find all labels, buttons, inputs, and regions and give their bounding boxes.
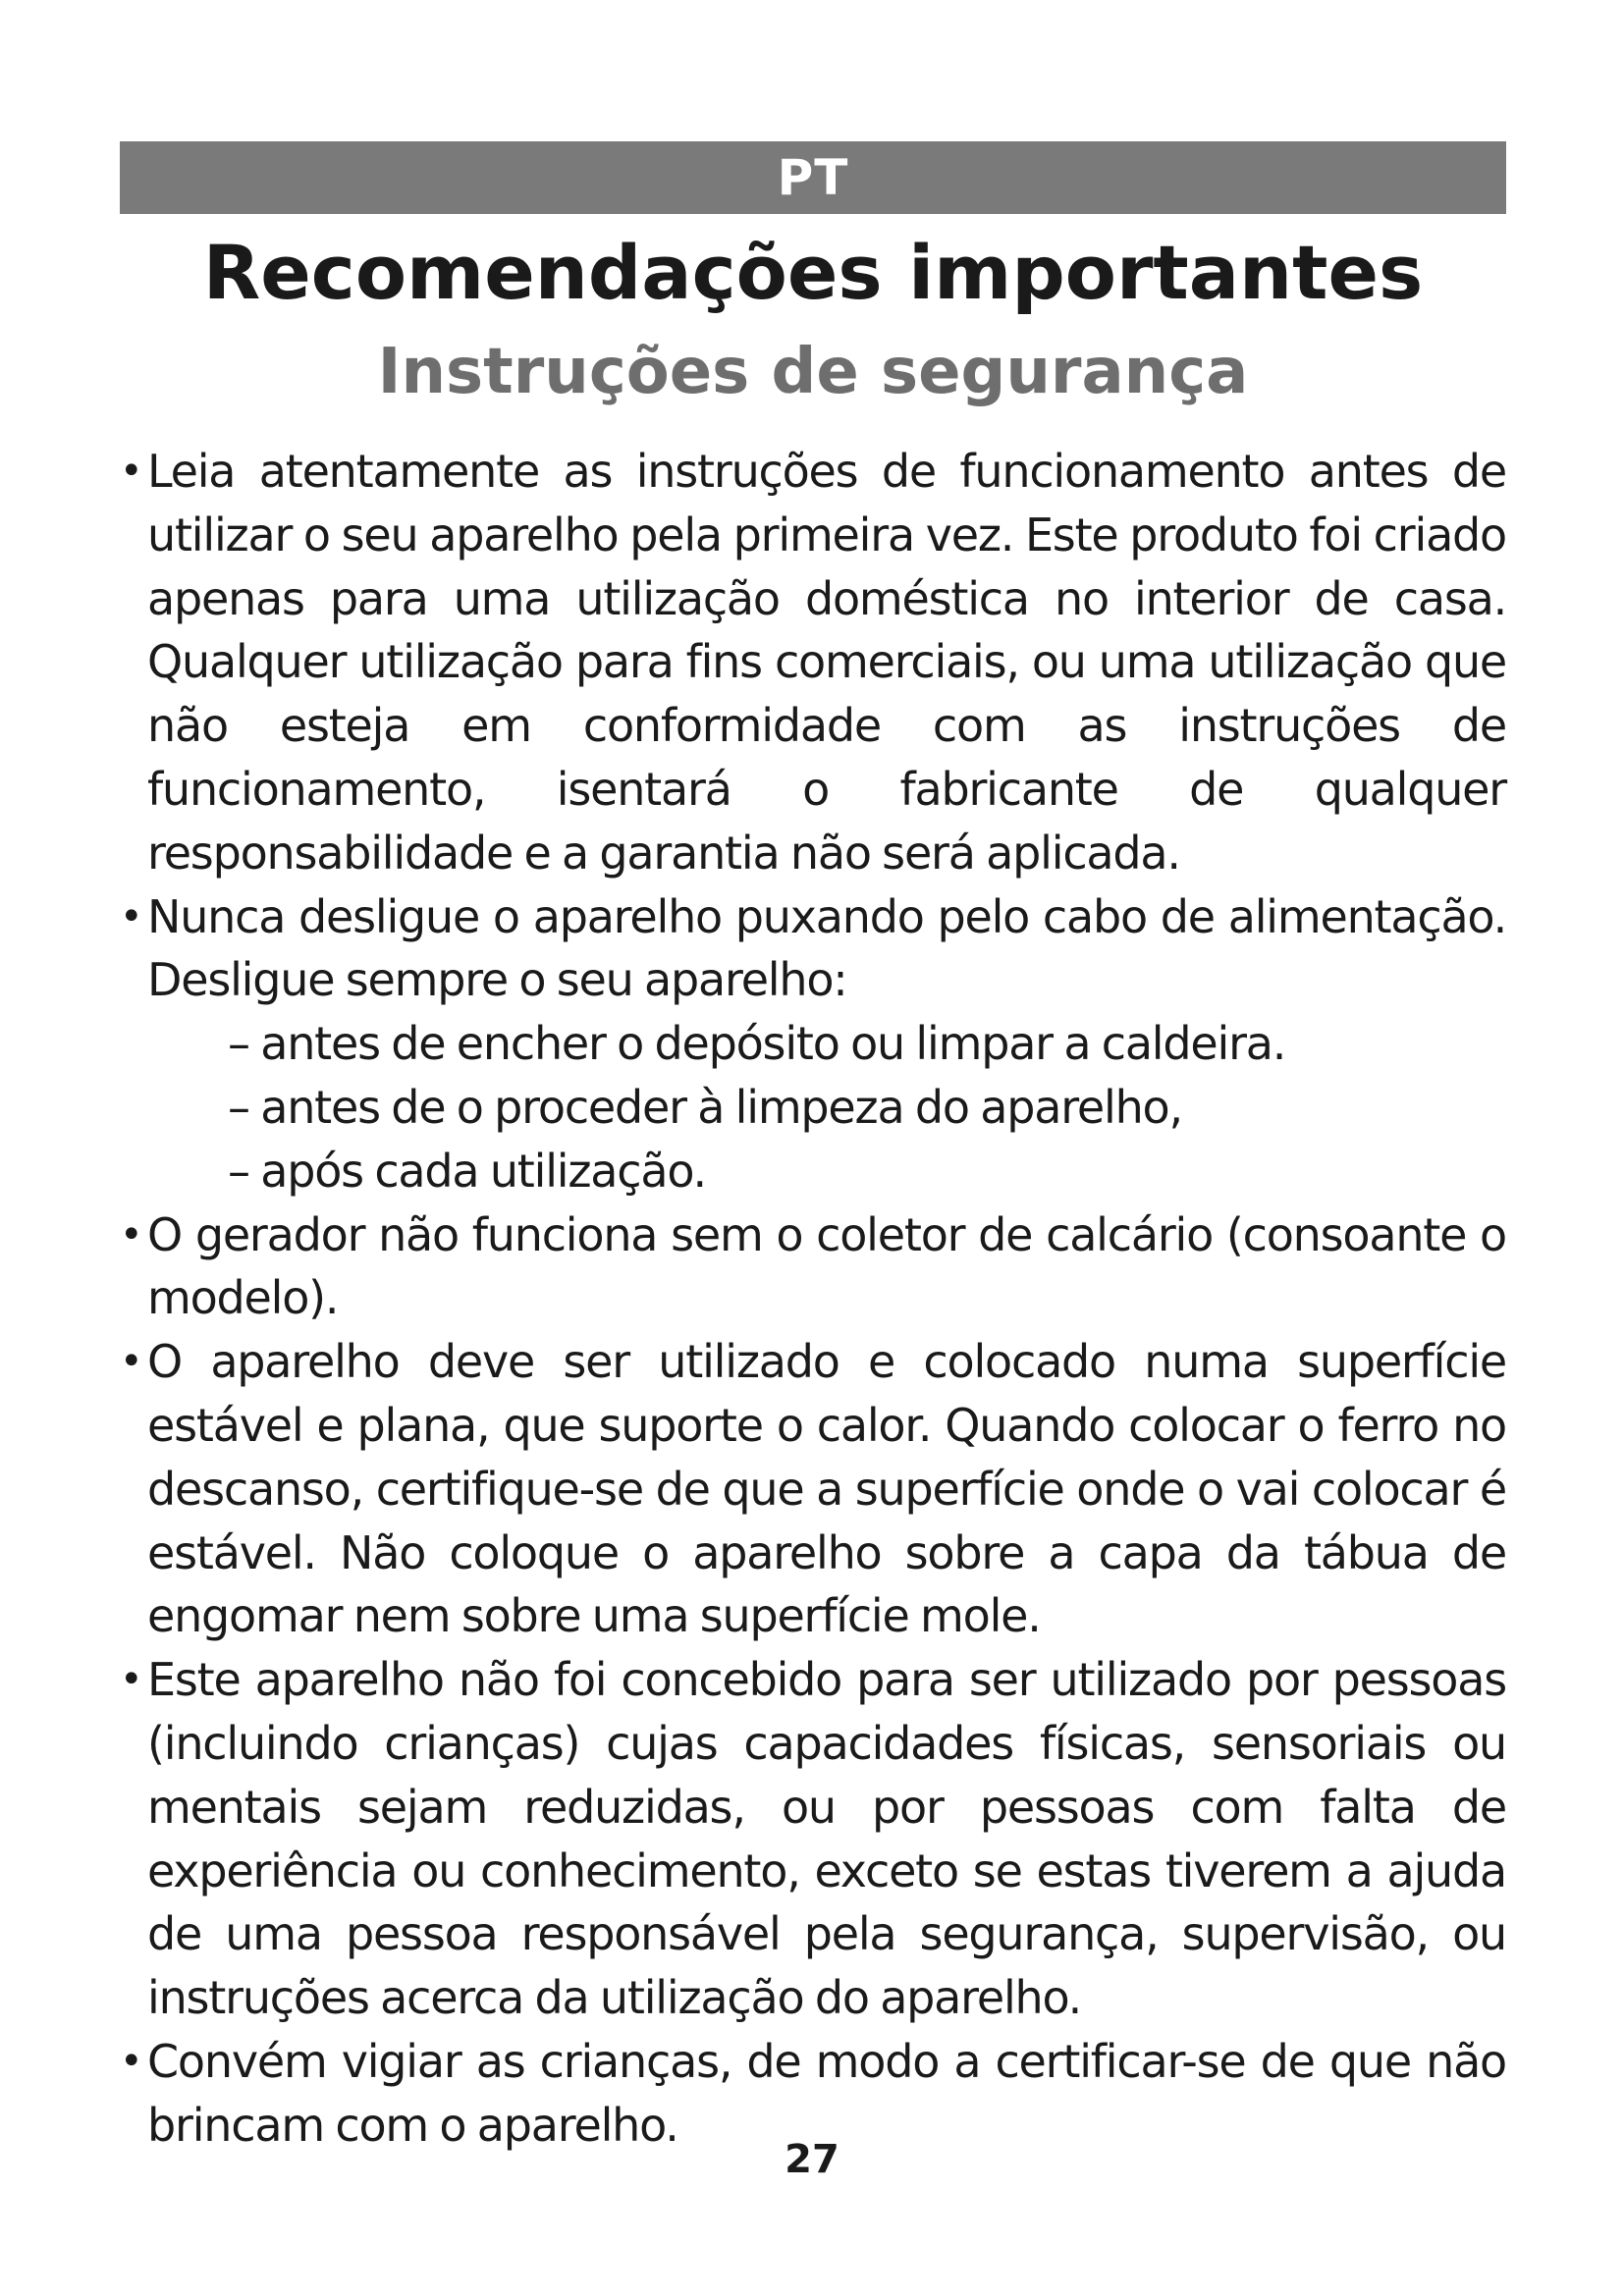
- list-item: [120, 1330, 1506, 1648]
- list-item-text: O aparelho deve ser utilizado e colocado numa superfície estável e plana, que suporte o calor. Quando colocar o ferro no descanso, certifique-se de que a superfície onde o vai colocar é estável. Não coloque o aparelho sobre a capa da tábua de engomar nem sobre uma superfície mole.: [147, 1335, 1506, 1643]
- list-item-text: Este aparelho não foi concebido para ser utilizado por pessoas (incluindo crianças) cujas capacidades físicas, sensoriais ou mentais sejam reduzidas, ou por pessoas com falta de experiência ou conhecimento, exceto se estas tiverem a ajuda de uma pessoa responsável pela segurança, supervisão, ou instruções acerca da utilização do aparelho.: [147, 1653, 1506, 2025]
- safety-instructions-list: [120, 440, 1506, 2158]
- list-item-text: Nunca desligue o aparelho puxando pelo cabo de alimentação. Desligue sempre o seu aparelho:: [147, 889, 1506, 1007]
- list-item: [120, 1203, 1506, 1331]
- sub-list-item: – antes de o proceder à limpeza do aparelho,: [228, 1080, 1182, 1134]
- page-title: Recomendações importantes: [202, 229, 1424, 316]
- bullet-icon: •: [120, 449, 142, 494]
- list-item: [120, 440, 1506, 885]
- list-item-text: O gerador não funciona sem o coletor de calcário (consoante o modelo).: [147, 1207, 1506, 1325]
- page-number: 27: [785, 2137, 839, 2182]
- list-item-text: Leia atentamente as instruções de funcionamento antes de utilizar o seu aparelho pela primeira vez. Este produto foi criado apenas para uma utilização doméstica no interior de casa. Qualquer utilização para fins comerciais, ou uma utilização que não esteja em conformidade com as instruções de funcionamento, isentará o fabricante de qualquer responsabilidade e a garantia não será aplicada.: [147, 445, 1506, 880]
- bullet-icon: •: [120, 1211, 142, 1257]
- page-subtitle: Instruções de segurança: [377, 336, 1249, 408]
- bullet-icon: •: [120, 1339, 142, 1385]
- bullet-icon: •: [120, 1657, 142, 1703]
- bullet-icon: •: [120, 2038, 142, 2084]
- bullet-icon: •: [120, 893, 142, 939]
- sub-list-item: – antes de encher o depósito ou limpar a caldeira.: [228, 1017, 1286, 1071]
- list-item: [120, 1648, 1506, 2030]
- language-label: PT: [777, 149, 849, 206]
- list-item-text: Convém vigiar as crianças, de modo a certificar-se de que não brincam com o aparelho.: [147, 2034, 1506, 2152]
- sub-list-item: – após cada utilização.: [228, 1144, 706, 1198]
- language-header-bar: [120, 141, 1506, 214]
- list-item: [120, 885, 1506, 1013]
